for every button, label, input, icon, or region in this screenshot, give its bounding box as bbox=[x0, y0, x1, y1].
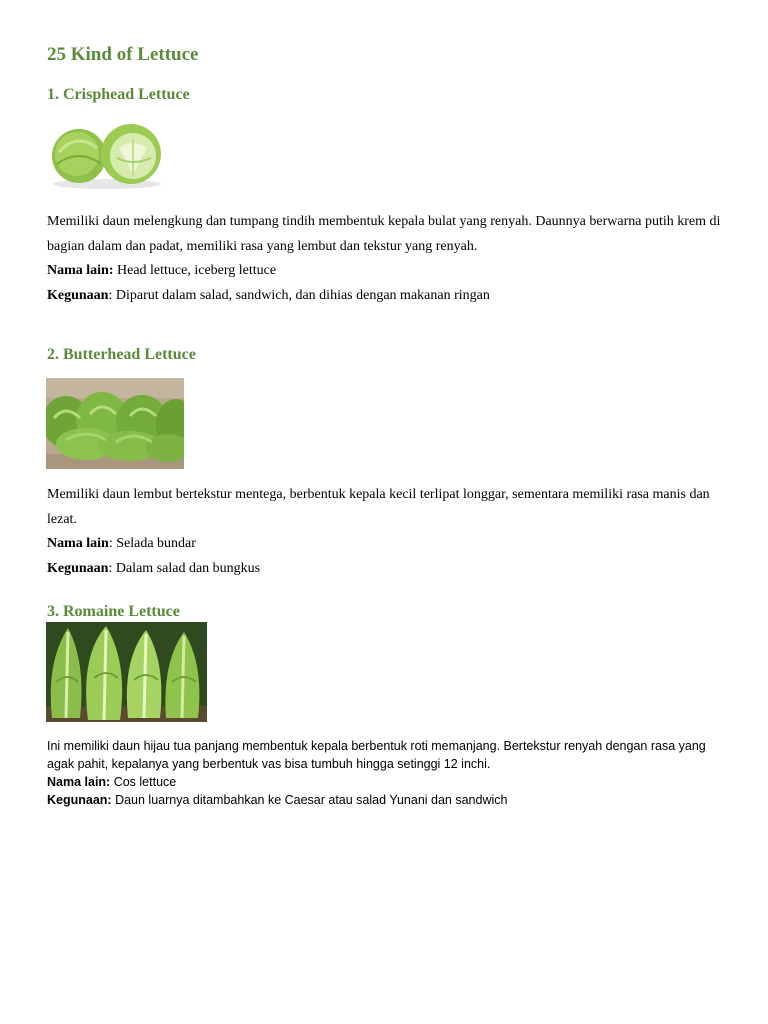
section-heading-crisphead: 1. Crisphead Lettuce bbox=[47, 86, 190, 103]
romaine-usage bbox=[47, 791, 727, 809]
usage-value: Daun luarnya ditambahkan ke Caesar atau salad Yunani dan sandwich bbox=[111, 793, 508, 807]
usage-label: Kegunaan bbox=[47, 287, 109, 303]
other-name-value: Head lettuce, iceberg lettuce bbox=[113, 263, 277, 278]
crisphead-description: Memiliki daun melengkung dan tumpang tindih membentuk kepala bulat yang renyah. Daunnya berwarna putih krem di bagian dalam dan padat, memiliki rasa yang lembut dan tekstur yang renyah. bbox=[47, 214, 721, 254]
romaine-description: Ini memiliki daun hijau tua panjang membentuk kepala berbentuk roti memanjang. Bertekstur renyah dengan rasa yang agak pahit, kepalanya yang berbentuk vas bisa tumbuh hingga setinggi 12 inchi. bbox=[47, 739, 706, 771]
butterhead-text-block bbox=[47, 483, 727, 581]
other-name-label: Nama lain bbox=[47, 536, 109, 551]
romaine-other-name bbox=[47, 773, 727, 791]
crisphead-usage bbox=[47, 284, 727, 309]
romaine-text-block bbox=[47, 737, 727, 809]
crisphead-text-block bbox=[47, 210, 727, 308]
usage-label: Kegunaan: bbox=[47, 793, 112, 807]
usage-value: : Diparut dalam salad, sandwich, dan dihias dengan makanan ringan bbox=[108, 287, 490, 303]
romaine-lettuce-photo bbox=[46, 622, 207, 722]
other-name-value: : Selada bundar bbox=[108, 536, 196, 551]
butterhead-usage bbox=[47, 557, 727, 582]
crisphead-other-name bbox=[47, 259, 727, 284]
crisphead-lettuce-photo bbox=[47, 118, 165, 194]
usage-value: : Dalam salad dan bungkus bbox=[108, 560, 261, 576]
butterhead-lettuce-photo bbox=[46, 378, 184, 469]
section-heading-butterhead: 2. Butterhead Lettuce bbox=[47, 346, 196, 363]
other-name-label: Nama lain: bbox=[47, 775, 111, 789]
section-heading-romaine: 3. Romaine Lettuce bbox=[47, 603, 180, 620]
butterhead-description: Memiliki daun lembut bertekstur mentega, berbentuk kepala kecil terlipat longgar, sementara memiliki rasa manis dan lezat. bbox=[47, 487, 710, 527]
usage-label: Kegunaan bbox=[47, 560, 109, 576]
other-name-value: Cos lettuce bbox=[110, 775, 177, 789]
document-title: 25 Kind of Lettuce bbox=[47, 44, 199, 65]
butterhead-other-name bbox=[47, 532, 727, 557]
other-name-label: Nama lain: bbox=[47, 263, 114, 278]
